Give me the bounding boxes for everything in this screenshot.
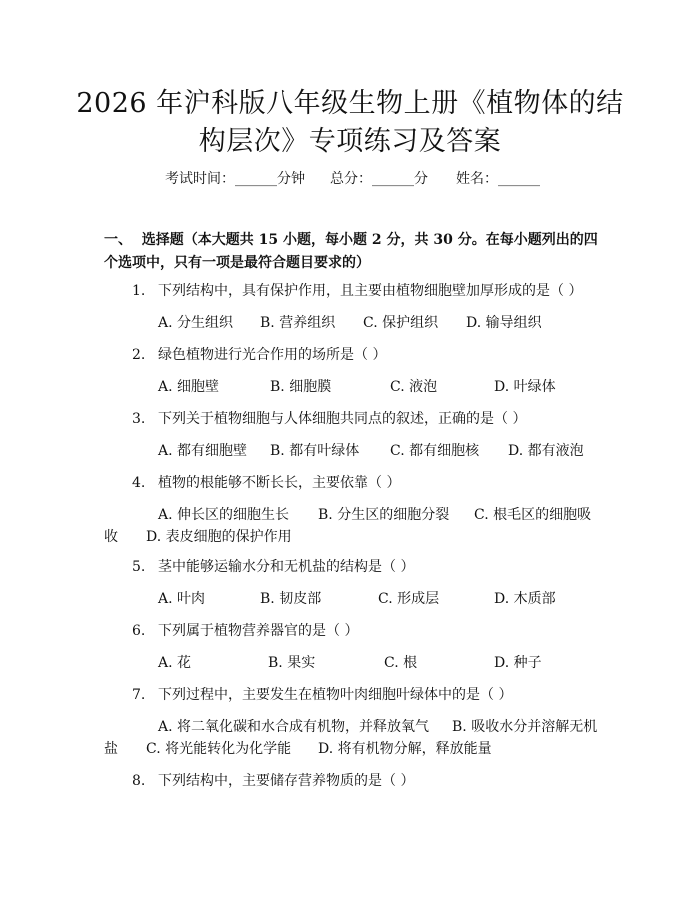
question-number: 4. [132, 475, 146, 491]
question-number: 7. [132, 687, 146, 703]
option-d: D. 叶绿体 [494, 379, 556, 395]
option-a: A. 将二氧化碳和水合成有机物，并释放氧气 [158, 719, 430, 735]
question-number: 6. [132, 623, 146, 639]
option-d: D. 表皮细胞的保护作用 [146, 529, 292, 545]
question-text: 植物的根能够不断长长，主要依靠（ ） [158, 475, 401, 491]
question-number: 3. [132, 411, 146, 427]
question-number: 1. [132, 283, 146, 299]
question-text: 下列属于植物营养器官的是（ ） [158, 623, 359, 639]
option-b: B. 细胞膜 [270, 379, 332, 395]
option-b-continued: 盐 [104, 741, 118, 757]
option-a: A. 花 [158, 655, 192, 671]
question-text: 下列过程中，主要发生在植物叶肉细胞叶绿体中的是（ ） [158, 687, 513, 703]
question-text: 下列关于植物细胞与人体细胞共同点的叙述，正确的是（ ） [158, 411, 527, 427]
question-number: 2. [132, 347, 146, 363]
section-number: 一、 [104, 232, 132, 248]
option-b: B. 果实 [268, 655, 316, 671]
section-heading [104, 229, 599, 275]
option-b: B. 韧皮部 [260, 591, 322, 607]
option-c-continued: 收 [104, 529, 118, 545]
option-d: D. 将有机物分解，释放能量 [318, 741, 492, 757]
section-text: 选择题（本大题共 15 小题，每小题 2 分，共 30 分。在每小题列出的四个选项中，只有一项是最符合题目要求的） [104, 232, 598, 271]
option-c: C. 根 [384, 655, 418, 671]
question-number: 5. [132, 559, 146, 575]
exam-time: 考试时间：______分钟 [165, 171, 305, 187]
option-c: C. 根毛区的细胞吸 [474, 507, 592, 523]
option-c: C. 形成层 [378, 591, 440, 607]
option-c: C. 将光能转化为化学能 [146, 741, 292, 757]
question-text: 茎中能够运输水分和无机盐的结构是（ ） [158, 559, 415, 575]
question-text: 下列结构中，主要储存营养物质的是（ ） [158, 773, 415, 789]
option-c: C. 都有细胞核 [390, 443, 480, 459]
option-d: D. 木质部 [494, 591, 556, 607]
option-d: D. 都有液泡 [508, 443, 584, 459]
option-a: A. 伸长区的细胞生长 [158, 507, 290, 523]
option-a: A. 细胞壁 [158, 379, 220, 395]
option-b: B. 分生区的细胞分裂 [318, 507, 450, 523]
document-title-line-2: 构层次》专项练习及答案 [198, 126, 502, 157]
total-score: 总分：______分 [330, 171, 428, 187]
option-c: C. 液泡 [390, 379, 438, 395]
option-a: A. 分生组织 [158, 315, 234, 331]
document-title-line-1: 2026 年沪科版八年级生物上册《植物体的结 [76, 88, 624, 119]
option-d: D. 种子 [494, 655, 542, 671]
question-text: 绿色植物进行光合作用的场所是（ ） [158, 347, 387, 363]
option-b: B. 都有叶绿体 [270, 443, 360, 459]
student-name: 姓名：______ [456, 171, 540, 187]
question-text: 下列结构中，具有保护作用，且主要由植物细胞壁加厚形成的是（ ） [158, 283, 583, 299]
option-a: A. 都有细胞壁 [158, 443, 248, 459]
question-number: 8. [132, 773, 146, 789]
option-b: B. 营养组织 [260, 315, 336, 331]
option-b: B. 吸收水分并溶解无机 [452, 719, 598, 735]
option-a: A. 叶肉 [158, 591, 206, 607]
option-c: C. 保护组织 [363, 315, 439, 331]
option-d: D. 输导组织 [466, 315, 542, 331]
